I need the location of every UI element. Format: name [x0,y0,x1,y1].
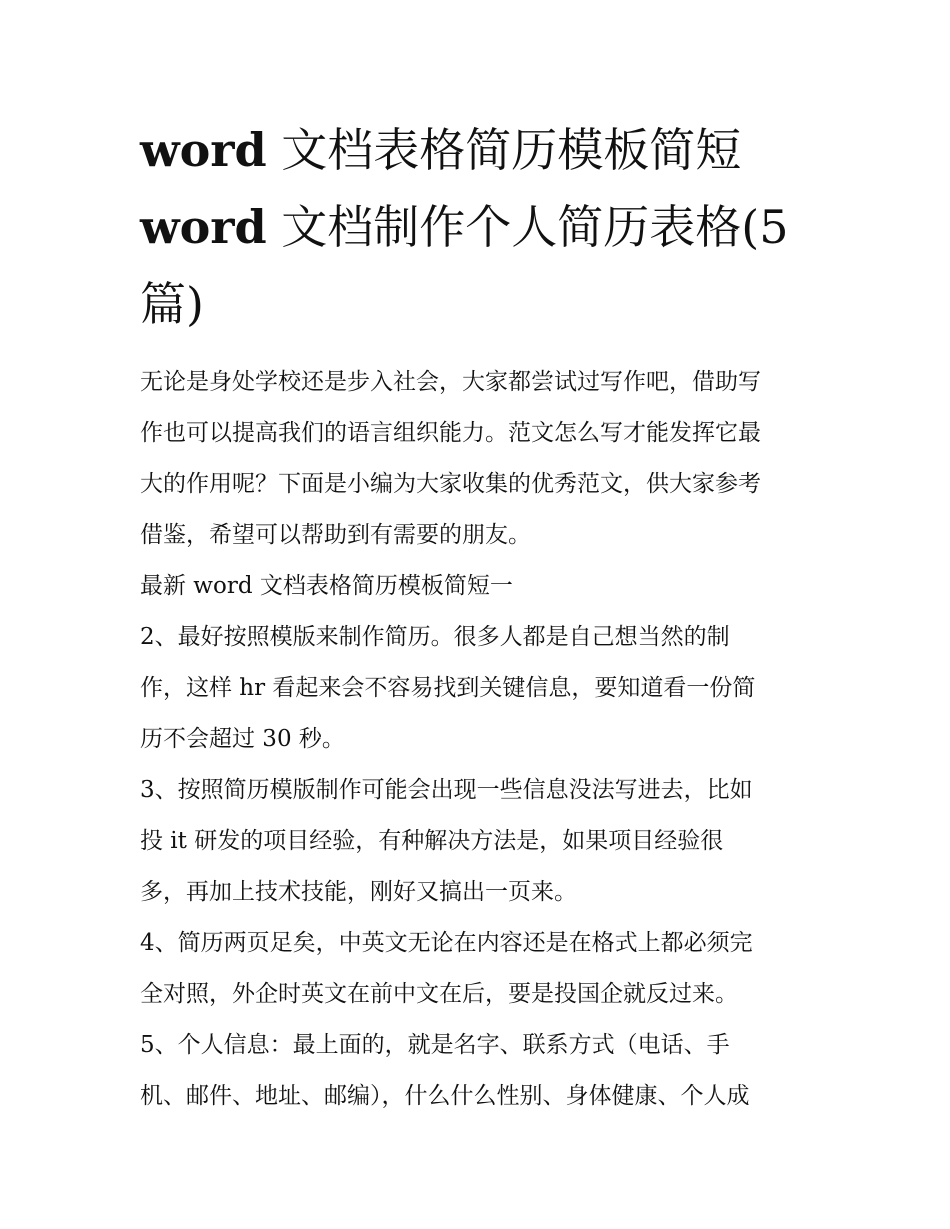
paragraph-line: 无论是身处学校还是步入社会，大家都尝试过写作吧，借助写 [140,369,761,395]
title-line-latin: word [140,200,267,254]
paragraph-line: 借鉴，希望可以帮助到有需要的朋友。 [140,522,531,548]
title-line [140,112,820,189]
document-content [140,112,820,1122]
tip-paragraph-2 [140,612,820,765]
section-heading [140,561,820,612]
paragraph-line: 历不会超过 30 秒。 [140,726,345,752]
paragraph-line: 多，再加上技术技能，刚好又搞出一页来。 [140,879,577,905]
paragraph-line: 机、邮件、地址、邮编），什么什么性别、身体健康、个人成 [140,1083,750,1109]
tip-paragraph-3 [140,765,820,918]
paragraph-line: 5、个人信息：最上面的，就是名字、联系方式（电话、手 [140,1032,730,1058]
title-line [140,266,820,343]
paragraph-line: 3、按照简历模版制作可能会出现一些信息没法写进去，比如 [140,777,753,803]
paragraph-line: 作也可以提高我们的语言组织能力。范文怎么写才能发挥它最 [140,420,761,446]
tip-paragraph-5 [140,1020,820,1122]
paragraph-line: 全对照，外企时英文在前中文在后，要是投国企就反过来。 [140,981,738,1007]
paragraph-line: 最新 word 文档表格简历模板简短一 [140,573,513,599]
title-line-text: 文档表格简历模板简短 [266,123,742,177]
title-line-text: 文档制作个人简历表格(5 [266,200,789,254]
document-title [140,112,820,343]
paragraph-line: 2、最好按照模版来制作简历。很多人都是自己想当然的制 [140,624,730,650]
paragraph-line: 投 it 研发的项目经验，有种解决方法是，如果项目经验很 [140,828,724,854]
paragraph-line: 大的作用呢？下面是小编为大家收集的优秀范文，供大家参考 [140,471,761,497]
title-line-text: 篇) [140,277,204,331]
intro-paragraph [140,357,820,561]
title-line [140,189,820,266]
tip-paragraph-4 [140,918,820,1020]
paragraph-line: 4、简历两页足矣，中英文无论在内容还是在格式上都必须完 [140,930,753,956]
paragraph-line: 作，这样 hr 看起来会不容易找到关键信息，要知道看一份简 [140,675,756,701]
title-line-latin: word [140,123,267,177]
